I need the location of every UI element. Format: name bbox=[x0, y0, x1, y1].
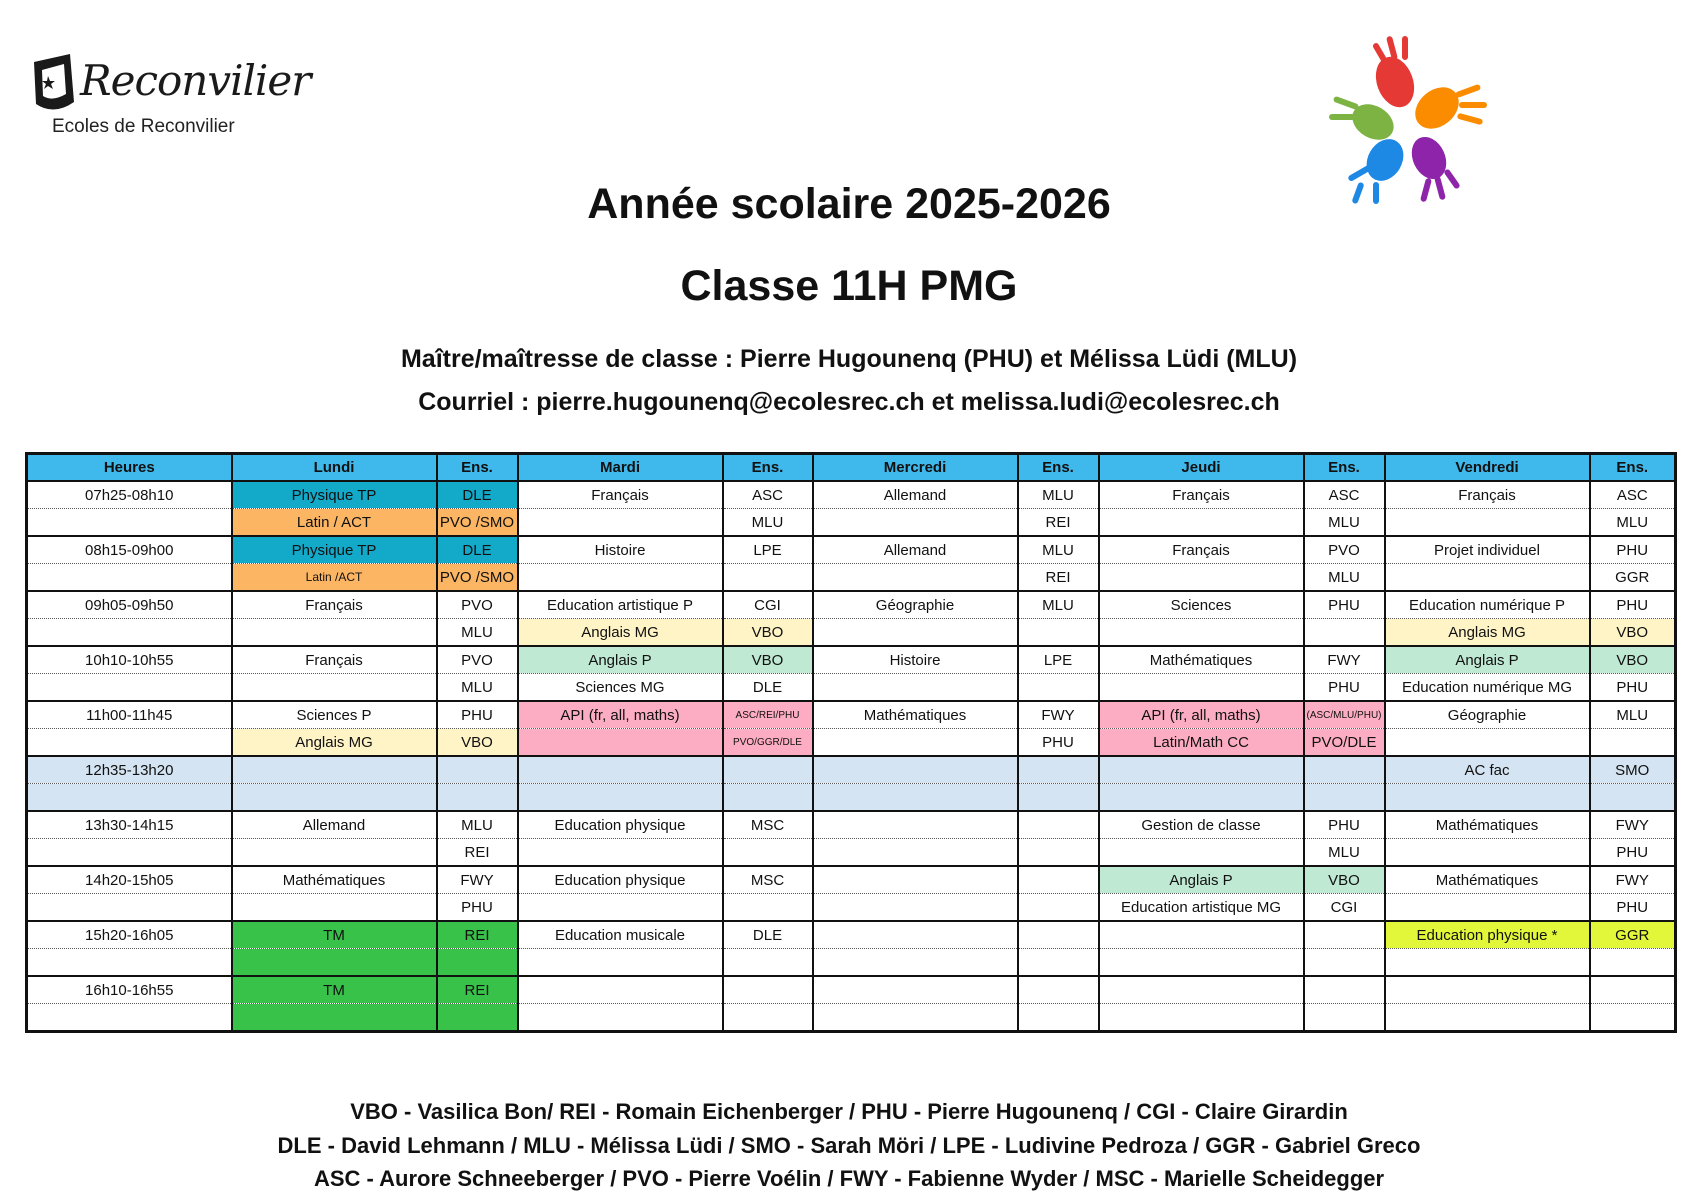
column-header: Ens. bbox=[723, 454, 813, 482]
schedule-cell: Mathématiques bbox=[1099, 646, 1304, 674]
schedule-cell bbox=[232, 949, 437, 977]
schedule-cell bbox=[1018, 921, 1099, 949]
schedule-cell: MLU bbox=[723, 509, 813, 537]
schedule-cell: Education numérique MG bbox=[1385, 674, 1590, 702]
schedule-cell: Education physique bbox=[518, 811, 723, 839]
schedule-cell bbox=[1099, 619, 1304, 647]
schedule-cell: TM bbox=[232, 921, 437, 949]
timetable-row bbox=[27, 976, 1676, 1004]
schedule-cell: Sciences P bbox=[232, 701, 437, 729]
schedule-cell: PVO bbox=[437, 646, 518, 674]
schedule-cell: Mathématiques bbox=[232, 866, 437, 894]
schedule-cell bbox=[232, 1004, 437, 1032]
schedule-cell bbox=[518, 756, 723, 784]
logo-emblem-icon bbox=[28, 42, 88, 122]
schedule-cell bbox=[723, 949, 813, 977]
schedule-cell: Histoire bbox=[518, 536, 723, 564]
schedule-cell: MLU bbox=[437, 674, 518, 702]
schedule-cell bbox=[1018, 784, 1099, 812]
schedule-cell: PHU bbox=[1590, 536, 1676, 564]
schedule-cell: MLU bbox=[1304, 564, 1385, 592]
colorful-hands-logo-icon bbox=[1325, 30, 1495, 205]
schedule-cell: VBO bbox=[723, 646, 813, 674]
contact-email: Courriel : pierre.hugounenq@ecolesrec.ch et melissa.ludi@ecolesrec.ch bbox=[418, 388, 1280, 416]
schedule-cell bbox=[437, 949, 518, 977]
schedule-cell bbox=[813, 866, 1018, 894]
schedule-cell: VBO bbox=[1590, 646, 1676, 674]
schedule-cell bbox=[1099, 509, 1304, 537]
schedule-cell: Physique TP bbox=[232, 481, 437, 509]
time-slot-cell: 12h35-13h20 bbox=[27, 756, 232, 784]
schedule-cell: MLU bbox=[1590, 509, 1676, 537]
schedule-cell bbox=[813, 619, 1018, 647]
schedule-cell: LPE bbox=[1018, 646, 1099, 674]
schedule-cell bbox=[518, 894, 723, 922]
schedule-cell: Allemand bbox=[232, 811, 437, 839]
time-slot-cell: 09h05-09h50 bbox=[27, 591, 232, 619]
schedule-cell: VBO bbox=[1304, 866, 1385, 894]
schedule-cell: AC fac bbox=[1385, 756, 1590, 784]
schedule-cell: MLU bbox=[437, 619, 518, 647]
schedule-cell: Physique TP bbox=[232, 536, 437, 564]
schedule-cell: Français bbox=[232, 591, 437, 619]
schedule-cell: Mathématiques bbox=[1385, 811, 1590, 839]
schedule-cell: Français bbox=[518, 481, 723, 509]
school-logo bbox=[28, 38, 311, 148]
class-title: Classe 11H PMG bbox=[680, 262, 1018, 310]
schedule-cell: PVO/DLE bbox=[1304, 729, 1385, 757]
timetable-row bbox=[27, 481, 1676, 509]
schedule-cell: Gestion de classe bbox=[1099, 811, 1304, 839]
schedule-cell: TM bbox=[232, 976, 437, 1004]
schedule-cell: Education musicale bbox=[518, 921, 723, 949]
schedule-cell: GGR bbox=[1590, 564, 1676, 592]
schedule-cell bbox=[1099, 949, 1304, 977]
schedule-cell: ASC bbox=[1304, 481, 1385, 509]
schedule-cell bbox=[1099, 1004, 1304, 1032]
schedule-cell: MSC bbox=[723, 866, 813, 894]
schedule-cell bbox=[1099, 564, 1304, 592]
timetable-row bbox=[27, 894, 1676, 922]
time-slot-cell: 13h30-14h15 bbox=[27, 811, 232, 839]
schedule-cell bbox=[813, 839, 1018, 867]
schedule-cell bbox=[518, 729, 723, 757]
schedule-cell bbox=[232, 756, 437, 784]
schedule-cell: ASC bbox=[1590, 481, 1676, 509]
schedule-cell: PVO bbox=[437, 591, 518, 619]
schedule-cell: FWY bbox=[1590, 811, 1676, 839]
timetable-row bbox=[27, 784, 1676, 812]
timetable-row bbox=[27, 811, 1676, 839]
schedule-cell bbox=[1304, 756, 1385, 784]
time-slot-cell: 14h20-15h05 bbox=[27, 866, 232, 894]
schedule-cell bbox=[232, 784, 437, 812]
timetable-row bbox=[27, 564, 1676, 592]
schedule-cell: CGI bbox=[1304, 894, 1385, 922]
schedule-cell: FWY bbox=[1304, 646, 1385, 674]
schedule-cell bbox=[518, 564, 723, 592]
schedule-cell: PHU bbox=[1590, 894, 1676, 922]
schedule-cell: Anglais P bbox=[1385, 646, 1590, 674]
schedule-cell: Sciences MG bbox=[518, 674, 723, 702]
schedule-cell: Mathématiques bbox=[1385, 866, 1590, 894]
schedule-cell bbox=[813, 729, 1018, 757]
schedule-cell bbox=[1018, 894, 1099, 922]
time-slot-cell bbox=[27, 509, 232, 537]
schedule-cell: GGR bbox=[1590, 921, 1676, 949]
time-slot-cell bbox=[27, 729, 232, 757]
schedule-cell bbox=[813, 674, 1018, 702]
schedule-cell bbox=[1099, 976, 1304, 1004]
schedule-cell bbox=[1590, 976, 1676, 1004]
schedule-cell bbox=[1018, 674, 1099, 702]
schedule-cell bbox=[1018, 1004, 1099, 1032]
time-slot-cell bbox=[27, 784, 232, 812]
schedule-cell bbox=[1304, 976, 1385, 1004]
schedule-cell bbox=[232, 894, 437, 922]
class-teachers: Maître/maîtresse de classe : Pierre Hugounenq (PHU) et Mélissa Lüdi (MLU) bbox=[400, 345, 1298, 373]
timetable-row bbox=[27, 674, 1676, 702]
timetable-row bbox=[27, 949, 1676, 977]
timetable-row bbox=[27, 646, 1676, 674]
schedule-cell: LPE bbox=[723, 536, 813, 564]
schedule-cell: Education numérique P bbox=[1385, 591, 1590, 619]
schedule-cell bbox=[1385, 509, 1590, 537]
schedule-cell bbox=[518, 949, 723, 977]
schedule-cell bbox=[1099, 756, 1304, 784]
column-header: Heures bbox=[27, 454, 232, 482]
time-slot-cell bbox=[27, 619, 232, 647]
schedule-cell bbox=[813, 894, 1018, 922]
schedule-cell bbox=[813, 949, 1018, 977]
schedule-cell: REI bbox=[437, 976, 518, 1004]
time-slot-cell: 10h10-10h55 bbox=[27, 646, 232, 674]
schedule-cell bbox=[723, 976, 813, 1004]
column-header: Ens. bbox=[437, 454, 518, 482]
schedule-cell bbox=[1385, 729, 1590, 757]
schedule-cell bbox=[1385, 784, 1590, 812]
timetable-row bbox=[27, 921, 1676, 949]
schedule-cell bbox=[1018, 839, 1099, 867]
schedule-cell: Education physique * bbox=[1385, 921, 1590, 949]
schedule-cell: Anglais MG bbox=[518, 619, 723, 647]
schedule-cell: Education artistique P bbox=[518, 591, 723, 619]
schedule-cell bbox=[437, 756, 518, 784]
schedule-cell bbox=[723, 784, 813, 812]
time-slot-cell: 16h10-16h55 bbox=[27, 976, 232, 1004]
schedule-cell bbox=[1018, 866, 1099, 894]
schedule-cell bbox=[1385, 949, 1590, 977]
column-header: Jeudi bbox=[1099, 454, 1304, 482]
column-header: Ens. bbox=[1018, 454, 1099, 482]
schedule-cell bbox=[518, 784, 723, 812]
schedule-cell: REI bbox=[1018, 564, 1099, 592]
time-slot-cell: 15h20-16h05 bbox=[27, 921, 232, 949]
schedule-cell: REI bbox=[1018, 509, 1099, 537]
schedule-cell: Français bbox=[232, 646, 437, 674]
schedule-cell bbox=[518, 839, 723, 867]
timetable-row bbox=[27, 591, 1676, 619]
schedule-cell: MLU bbox=[1018, 481, 1099, 509]
schedule-cell: Histoire bbox=[813, 646, 1018, 674]
schedule-cell: DLE bbox=[723, 674, 813, 702]
schedule-cell: PHU bbox=[1590, 674, 1676, 702]
schedule-cell: FWY bbox=[437, 866, 518, 894]
teacher-legend-line-2: DLE - David Lehmann / MLU - Mélissa Lüdi / SMO - Sarah Möri / LPE - Ludivine Pedroza / GGR - Gabriel Greco bbox=[277, 1133, 1421, 1158]
schedule-cell: Latin / ACT bbox=[232, 509, 437, 537]
schedule-cell: Allemand bbox=[813, 536, 1018, 564]
schedule-cell: DLE bbox=[723, 921, 813, 949]
schedule-cell: PHU bbox=[1304, 811, 1385, 839]
schedule-cell: ASC/REI/PHU bbox=[723, 701, 813, 729]
schedule-cell bbox=[723, 894, 813, 922]
schedule-cell: PVO /SMO bbox=[437, 509, 518, 537]
time-slot-cell bbox=[27, 894, 232, 922]
schedule-cell: MLU bbox=[1304, 839, 1385, 867]
schedule-cell: PHU bbox=[1590, 591, 1676, 619]
schedule-cell: DLE bbox=[437, 481, 518, 509]
schedule-cell bbox=[1099, 674, 1304, 702]
schedule-cell bbox=[437, 1004, 518, 1032]
schedule-cell bbox=[1385, 564, 1590, 592]
schedule-cell bbox=[1018, 619, 1099, 647]
schedule-cell bbox=[232, 674, 437, 702]
timetable bbox=[25, 452, 1677, 1033]
timetable-row bbox=[27, 536, 1676, 564]
schedule-cell: SMO bbox=[1590, 756, 1676, 784]
schedule-cell: Mathématiques bbox=[813, 701, 1018, 729]
schedule-cell: DLE bbox=[437, 536, 518, 564]
logo-script-text: Reconvilier bbox=[80, 56, 311, 105]
column-header: Mardi bbox=[518, 454, 723, 482]
schedule-cell bbox=[813, 921, 1018, 949]
school-year-title: Année scolaire 2025-2026 bbox=[587, 180, 1111, 228]
schedule-cell bbox=[1018, 949, 1099, 977]
schedule-cell bbox=[1385, 1004, 1590, 1032]
schedule-cell: VBO bbox=[1590, 619, 1676, 647]
schedule-cell: Education artistique MG bbox=[1099, 894, 1304, 922]
schedule-cell bbox=[1385, 976, 1590, 1004]
schedule-cell: Projet individuel bbox=[1385, 536, 1590, 564]
schedule-cell: PHU bbox=[437, 894, 518, 922]
schedule-cell bbox=[1304, 619, 1385, 647]
schedule-cell: PHU bbox=[1304, 591, 1385, 619]
schedule-cell: REI bbox=[437, 839, 518, 867]
schedule-cell: PVO bbox=[1304, 536, 1385, 564]
schedule-cell bbox=[813, 509, 1018, 537]
schedule-cell: MLU bbox=[1018, 536, 1099, 564]
schedule-cell: Sciences bbox=[1099, 591, 1304, 619]
teacher-legend-line-1: VBO - Vasilica Bon/ REI - Romain Eichenberger / PHU - Pierre Hugounenq / CGI - Claire Girardin bbox=[350, 1099, 1348, 1124]
schedule-cell bbox=[1018, 811, 1099, 839]
schedule-cell: PVO /SMO bbox=[437, 564, 518, 592]
timetable-row bbox=[27, 729, 1676, 757]
schedule-cell: Anglais P bbox=[518, 646, 723, 674]
time-slot-cell bbox=[27, 1004, 232, 1032]
schedule-cell bbox=[518, 976, 723, 1004]
timetable-row bbox=[27, 866, 1676, 894]
schedule-cell bbox=[232, 619, 437, 647]
column-header: Vendredi bbox=[1385, 454, 1590, 482]
schedule-cell bbox=[1304, 784, 1385, 812]
schedule-cell bbox=[1385, 894, 1590, 922]
teacher-legend-line-3: ASC - Aurore Schneeberger / PVO - Pierre Voélin / FWY - Fabienne Wyder / MSC - Marielle Scheidegger bbox=[313, 1166, 1385, 1191]
schedule-cell: Education physique bbox=[518, 866, 723, 894]
time-slot-cell: 11h00-11h45 bbox=[27, 701, 232, 729]
schedule-cell bbox=[813, 564, 1018, 592]
schedule-cell bbox=[813, 1004, 1018, 1032]
schedule-cell bbox=[723, 756, 813, 784]
schedule-cell: Français bbox=[1099, 536, 1304, 564]
schedule-cell: API (fr, all, maths) bbox=[518, 701, 723, 729]
schedule-cell: VBO bbox=[437, 729, 518, 757]
schedule-cell bbox=[813, 976, 1018, 1004]
time-slot-cell bbox=[27, 564, 232, 592]
timetable-row bbox=[27, 839, 1676, 867]
schedule-cell: Anglais P bbox=[1099, 866, 1304, 894]
schedule-cell bbox=[723, 839, 813, 867]
logo-caption: Ecoles de Reconvilier bbox=[52, 116, 235, 137]
timetable-header-row bbox=[27, 454, 1676, 482]
time-slot-cell bbox=[27, 839, 232, 867]
schedule-cell bbox=[518, 1004, 723, 1032]
timetable-row bbox=[27, 619, 1676, 647]
schedule-cell bbox=[813, 756, 1018, 784]
schedule-cell bbox=[1018, 976, 1099, 1004]
schedule-cell: Géographie bbox=[1385, 701, 1590, 729]
schedule-cell: VBO bbox=[723, 619, 813, 647]
schedule-cell: PVO/GGR/DLE bbox=[723, 729, 813, 757]
schedule-cell: PHU bbox=[1018, 729, 1099, 757]
schedule-cell: FWY bbox=[1590, 866, 1676, 894]
schedule-cell: FWY bbox=[1018, 701, 1099, 729]
schedule-cell bbox=[232, 839, 437, 867]
timetable-row bbox=[27, 701, 1676, 729]
schedule-cell: REI bbox=[437, 921, 518, 949]
timetable-row bbox=[27, 1004, 1676, 1032]
schedule-cell bbox=[1590, 949, 1676, 977]
schedule-cell: MLU bbox=[1304, 509, 1385, 537]
schedule-cell bbox=[723, 1004, 813, 1032]
column-header: Mercredi bbox=[813, 454, 1018, 482]
schedule-cell: Latin/Math CC bbox=[1099, 729, 1304, 757]
schedule-cell: MSC bbox=[723, 811, 813, 839]
schedule-cell: Français bbox=[1099, 481, 1304, 509]
schedule-cell: PHU bbox=[1590, 839, 1676, 867]
time-slot-cell bbox=[27, 949, 232, 977]
schedule-cell: Géographie bbox=[813, 591, 1018, 619]
schedule-cell bbox=[1304, 921, 1385, 949]
schedule-cell: ASC bbox=[723, 481, 813, 509]
time-slot-cell: 08h15-09h00 bbox=[27, 536, 232, 564]
column-header: Ens. bbox=[1590, 454, 1676, 482]
schedule-cell bbox=[1099, 784, 1304, 812]
schedule-cell bbox=[813, 811, 1018, 839]
schedule-cell: MLU bbox=[1018, 591, 1099, 619]
timetable-row bbox=[27, 756, 1676, 784]
schedule-cell bbox=[1018, 756, 1099, 784]
schedule-cell: PHU bbox=[437, 701, 518, 729]
schedule-cell: CGI bbox=[723, 591, 813, 619]
schedule-cell bbox=[1304, 949, 1385, 977]
schedule-cell: Français bbox=[1385, 481, 1590, 509]
schedule-cell: MLU bbox=[1590, 701, 1676, 729]
schedule-cell bbox=[813, 784, 1018, 812]
schedule-cell: Anglais MG bbox=[232, 729, 437, 757]
schedule-cell: Allemand bbox=[813, 481, 1018, 509]
time-slot-cell: 07h25-08h10 bbox=[27, 481, 232, 509]
schedule-cell: Latin /ACT bbox=[232, 564, 437, 592]
schedule-cell bbox=[1099, 921, 1304, 949]
schedule-cell: PHU bbox=[1304, 674, 1385, 702]
schedule-cell bbox=[1590, 729, 1676, 757]
schedule-cell: (ASC/MLU/PHU) bbox=[1304, 701, 1385, 729]
time-slot-cell bbox=[27, 674, 232, 702]
timetable-row bbox=[27, 509, 1676, 537]
schedule-cell bbox=[1304, 1004, 1385, 1032]
schedule-cell bbox=[723, 564, 813, 592]
column-header: Lundi bbox=[232, 454, 437, 482]
schedule-cell: MLU bbox=[437, 811, 518, 839]
schedule-cell: API (fr, all, maths) bbox=[1099, 701, 1304, 729]
schedule-cell bbox=[1590, 1004, 1676, 1032]
schedule-cell bbox=[518, 509, 723, 537]
column-header: Ens. bbox=[1304, 454, 1385, 482]
schedule-cell bbox=[1590, 784, 1676, 812]
schedule-cell bbox=[1099, 839, 1304, 867]
schedule-cell: Anglais MG bbox=[1385, 619, 1590, 647]
schedule-cell bbox=[1385, 839, 1590, 867]
schedule-cell bbox=[437, 784, 518, 812]
